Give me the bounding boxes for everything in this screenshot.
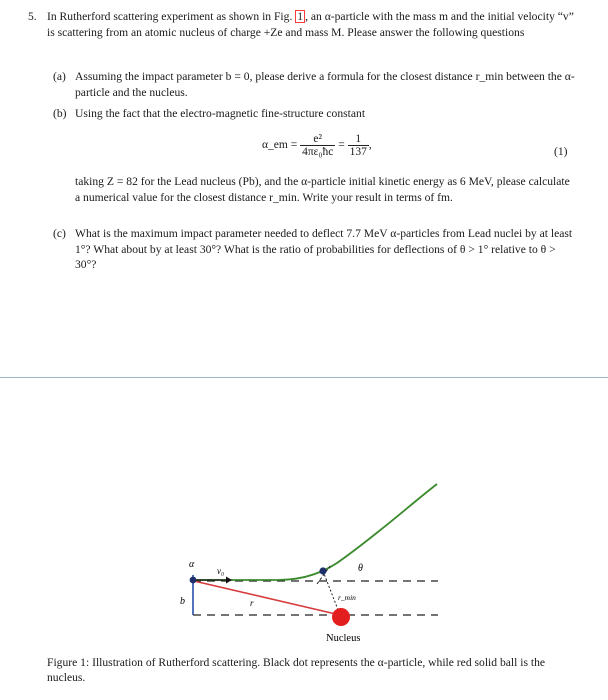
section-divider xyxy=(0,377,608,378)
intro-before-ref: In Rutherford scattering experiment as shown in Fig. xyxy=(47,10,293,23)
equation-number: (1) xyxy=(554,145,568,158)
part-b-label: (b) xyxy=(53,107,67,120)
v0-label: v₀ xyxy=(217,566,225,576)
part-b-continuation-text: taking Z = 82 for the Lead nucleus (Pb), and the α-particle initial kinetic energy as 6 MeV, please calculate a numerical value for the closest distance r_min. Write your result in terms of fm. xyxy=(75,175,570,204)
figure-caption: Figure 1: Illustration of Rutherford scattering. Black dot represents the α-particle, while red solid ball is the nucleus. xyxy=(47,656,546,684)
part-a-text: Assuming the impact parameter b = 0, please derive a formula for the closest distance r_min between the α-particle and the nucleus. xyxy=(75,70,575,99)
rmin-label: r_min xyxy=(338,593,356,602)
equation-lhs: α_em xyxy=(262,139,288,152)
part-a-label: (a) xyxy=(53,70,66,83)
alpha-particle-dot xyxy=(319,567,326,574)
equation-fraction-1 xyxy=(300,133,335,158)
part-c-label: (c) xyxy=(53,227,66,240)
separation-line-r xyxy=(194,581,340,615)
alpha-label: α xyxy=(189,559,195,570)
part-c-text: What is the maximum impact parameter needed to deflect 7.7 MeV α-particles from Lead nuclei by at least 1°? What about by at least 30°? What is the ratio of probabilities for deflections of θ > 1° relative to θ > 30°? xyxy=(75,227,573,271)
trajectory-curve xyxy=(193,484,437,580)
part-b-text: Using the fact that the electro-magnetic fine-structure constant xyxy=(75,107,366,120)
equation-fine-structure xyxy=(262,133,372,158)
question-intro xyxy=(47,9,575,40)
theta-label: θ xyxy=(358,563,363,574)
figure-ref-link[interactable]: 1 xyxy=(297,10,304,23)
r-label: r xyxy=(250,598,254,608)
rutherford-figure xyxy=(0,470,608,650)
question-number: 5. xyxy=(28,10,37,23)
equation-eq-1: = xyxy=(290,139,298,152)
equation-eq-2: = xyxy=(338,139,345,152)
fraction-1-numerator: e² xyxy=(300,133,335,146)
intro-after-ref: , an α-particle with the mass m and the initial velocity “v” is scattering from an atomic nucleus of charge +Ze and mass M. Please answer the following questions xyxy=(47,10,574,39)
nucleus-label: Nucleus xyxy=(326,633,361,644)
equation-trail: , xyxy=(368,139,372,152)
equation-fraction-2 xyxy=(348,133,369,158)
fraction-2-denominator: 137 xyxy=(349,146,367,158)
fraction-1-denominator: 4πε₀ħc xyxy=(302,146,334,158)
alpha-particle-start-dot xyxy=(190,577,197,584)
b-label: b xyxy=(180,596,185,607)
fraction-2-numerator: 1 xyxy=(348,133,369,146)
velocity-arrow-head-icon xyxy=(226,577,232,584)
nucleus-ball xyxy=(332,608,350,626)
